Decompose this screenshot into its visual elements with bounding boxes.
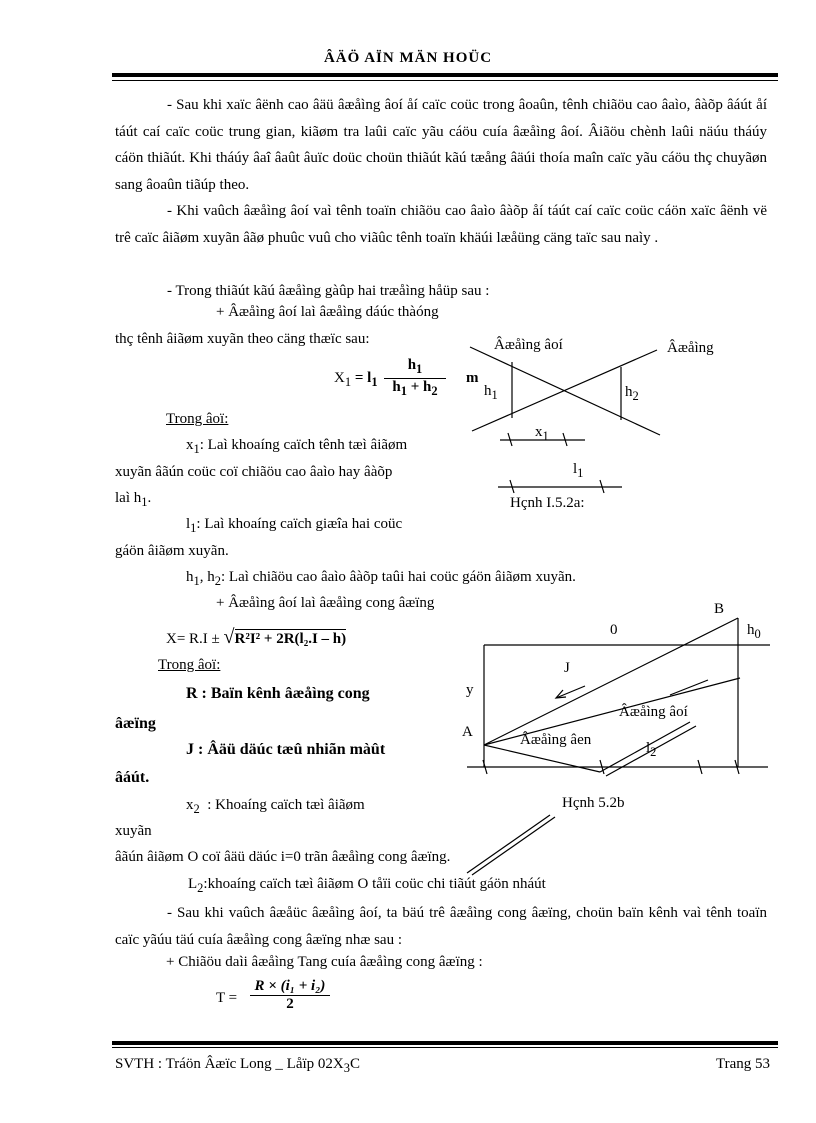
fig2-line-A-bottom xyxy=(484,745,600,772)
def-h: $h_1$, $h_2$: Laì chiãöu cao âaìo âàõp taûi hai coüc gáön âiãøm xuyãn. xyxy=(186,569,576,588)
footer-rule-thick xyxy=(112,1041,778,1045)
footer-rule-thin xyxy=(112,1047,778,1048)
fig2-y: y xyxy=(466,682,474,698)
formula-intro: thç tênh âiãøm xuyãn theo cäng thæïc sau: xyxy=(115,331,370,347)
paragraph-2: - Khi vaûch âæåìng âoí vaì tênh toaïn chiãöu cao âaìo âàõp åí táút caí caïc coüc cáön xaïc âënh vë trê caïc âiãøm xuyãn âãø phuûc vuû cho viãûc tênh toaïn khäúi læåüng cäng taïc sau naìy . xyxy=(115,203,767,246)
formula-x1-fraction: $\frac{h_1}{h_1 + h_2}$ xyxy=(384,357,446,399)
fig2-pointer xyxy=(467,815,550,873)
fig2-zero: 0 xyxy=(610,622,618,638)
def-x1-line2: xuyãn âãún coüc coï chiãöu cao âaìo hay âàõp xyxy=(115,464,393,480)
fig2-black-label: Âæåìng âen xyxy=(520,732,592,748)
fig1-caption: Hçnh I.5.2a: xyxy=(510,495,585,511)
page-header-title: ÂÄÖ AÏN MÄN HOÜC xyxy=(323,50,493,66)
formula-x2: X= R.I ± √R²I² + 2R(l₂.I – h) xyxy=(166,626,347,648)
fig1-l1: $l_1$ xyxy=(573,461,584,480)
fig2-red-label: Âæåìng âoí xyxy=(619,704,688,720)
fig2-J: J xyxy=(564,660,570,676)
def-x2-line2: xuyãn xyxy=(115,823,152,839)
def-x2: $x_2$ : Khoaíng caïch tæì âiãøm xyxy=(186,797,365,816)
def-x1: $x_1$: Laì khoaíng caïch tênh tæì âiãøm xyxy=(186,437,408,456)
def-x1-line3: laì $h_1$. xyxy=(115,490,152,509)
fig2-l2-line xyxy=(600,722,690,772)
header-rule-thick xyxy=(112,73,778,77)
def-L2: $L_2:khoaíng$ caïch tæì âiãøm O tåïi coüc chi tiãút gáön nháút xyxy=(188,876,546,895)
fig1-h2: $h_2$ xyxy=(625,384,639,403)
formula-x1: $X_1 = l_1$ xyxy=(334,370,378,389)
paragraph-6: - Sau khi vaûch âæåüc âæåìng âoí, ta bäú trê âæåìng cong âæïng, choün baïn kênh vaì tênh toaïn caïc yãúu täú cuía âæåìng cong âæïng nhæ sau : xyxy=(115,905,767,948)
fig2-l2: $l_2$ xyxy=(646,740,657,759)
fig1-label-black: Âæåìng xyxy=(667,340,714,356)
fig2-A: A xyxy=(462,724,473,740)
def-R: R : Baïn kênh âæåìng cong xyxy=(186,685,370,702)
formula-T-lhs: T = xyxy=(216,990,238,1006)
def-J-line2: âáút. xyxy=(115,769,150,786)
case-2-heading: + Âæåìng âoí laì âæåìng cong âæïng xyxy=(216,595,435,611)
fig1-label-red: Âæåìng âoí xyxy=(494,337,563,353)
def-J: J : Âäü däúc tæû nhiãn màût xyxy=(186,741,386,758)
fig2-caption: Hçnh 5.2b xyxy=(562,795,625,811)
def-R-line2: âæïng xyxy=(115,715,156,732)
fig1-x1: $x_1$ xyxy=(535,424,549,443)
footer-author: SVTH : Tráön Âæïc Long _ Låïp $02X_3C$ xyxy=(115,1056,361,1075)
fig2-J-arrow xyxy=(556,686,585,698)
footer-page-number: Trang 53 xyxy=(716,1056,771,1072)
paragraph-1: - Sau khi xaïc âënh cao âäü âæåìng âoí åí caïc coüc trong âoaûn, tênh chiãöu cao âaìo, âàõp âáút åí táút caí caïc coüc trung gian, kiãøm tra laûi caïc yãu cáöu cuía âæåìng âoí. Âiãöu chènh laûi näúu tháúy cáön thiãút. Khi tháúy âaî âaût âuïc doüc choün thiãút kãú tæång âäúi thoía maîn caïc yãu cáöu thç chuyãøn sang âoaûn tiãúp theo. xyxy=(115,97,767,193)
where-title-1: Trong âoï: xyxy=(166,411,229,427)
case-1-heading: + Âæåìng âoí laì âæåìng dáúc thàóng xyxy=(216,304,439,320)
paragraph-7: + Chiãöu daìi âæåìng Tang cuía âæåìng cong âæïng : xyxy=(166,954,483,970)
formula-unit: m xyxy=(466,370,479,386)
def-l1: $l_1$: Laì khoaíng caïch giæîa hai coüc xyxy=(186,516,403,535)
formula-T-fraction: $\frac{\text{R × (i₁ + i₂)}}{2}$ xyxy=(250,978,330,1013)
fig1-h1: $h_1$ xyxy=(484,383,498,402)
where-title-2: Trong âoï: xyxy=(158,657,221,673)
def-x2-line3: âãún âiãøm O coï âäü däúc i=0 trãn âæåìng cong âæïng. xyxy=(115,849,451,865)
paragraph-3: - Trong thiãút kãú âæåìng gàûp hai træåìng håüp sau : xyxy=(167,283,490,299)
def-l1-line2: gáön âiãøm xuyãn. xyxy=(115,543,229,559)
fig2-h0: $h_0$ xyxy=(747,622,761,641)
header-rule-thin xyxy=(112,80,778,81)
fig2-B: B xyxy=(714,601,725,617)
